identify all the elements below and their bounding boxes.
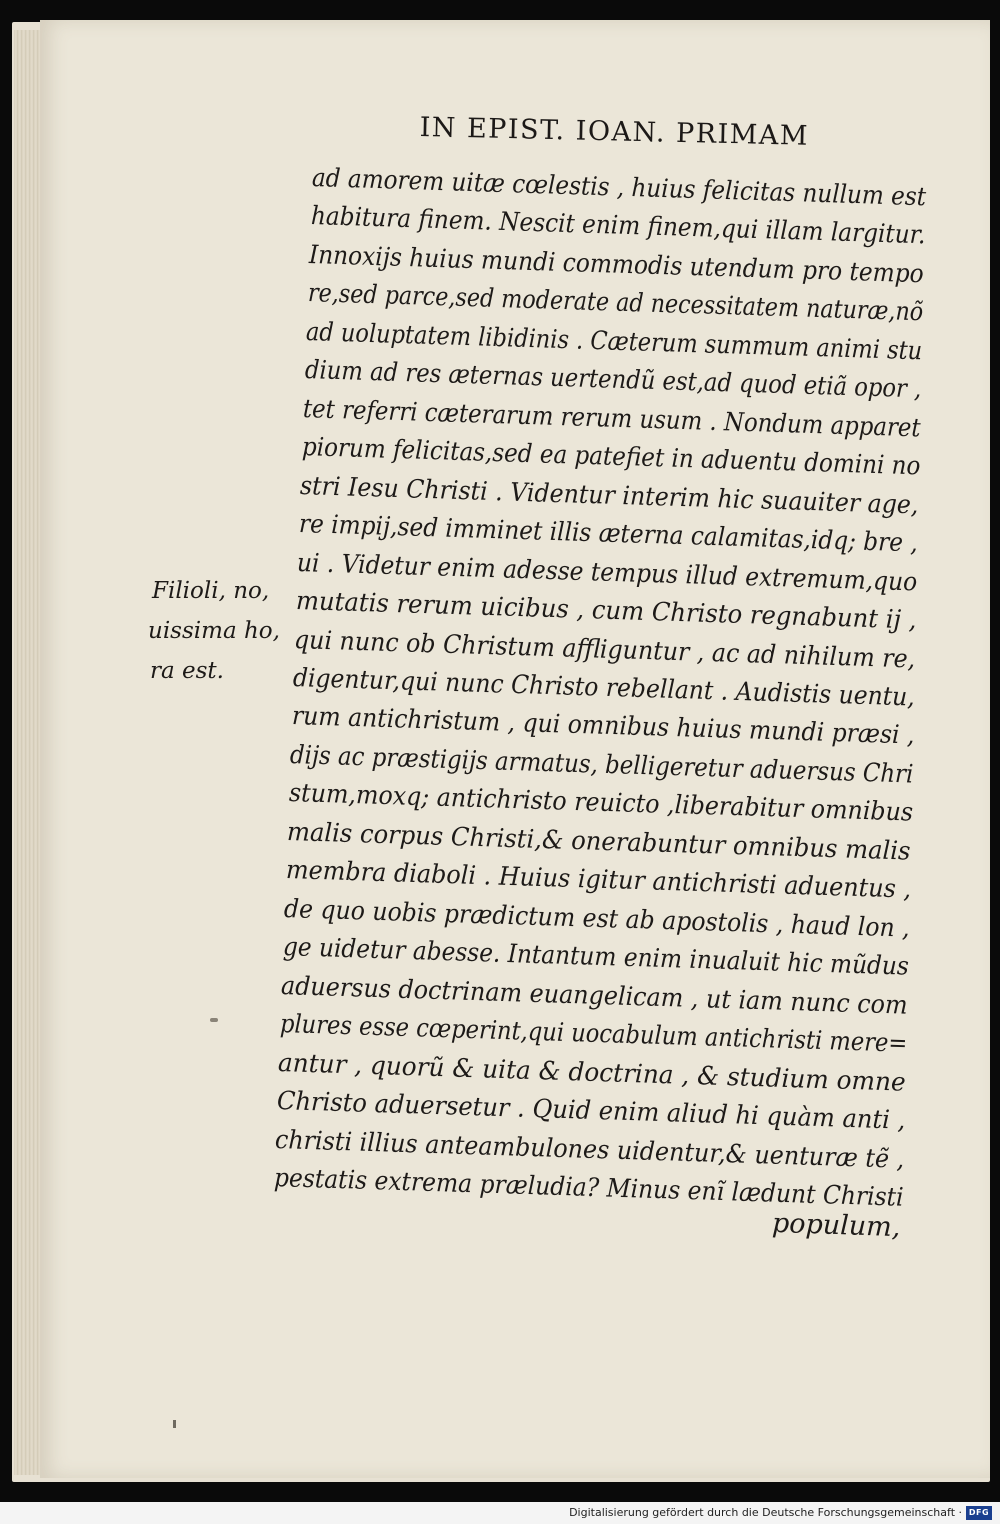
text-line: ui . Videtur enim adesse tempus illud extremum,quo <box>296 547 919 598</box>
text-line: ad amorem uitæ cœlestis , huius felicitas nullum est <box>311 163 927 213</box>
running-head: IN EPIST. IOAN. PRIMAM <box>419 112 810 152</box>
text-line: stum,moxq; antichristo reuicto ,liberabitur omnibus <box>288 778 914 828</box>
text-line: malis corpus Christi,& onerabuntur omnibus malis <box>286 816 912 867</box>
text-line: ge uidetur abesse. Intantum enim inualuit hic mũdus <box>282 932 910 982</box>
ink-speck <box>210 1018 218 1022</box>
text-line: pestatis extrema præludia? Minus enĩ lædunt Christi <box>273 1163 904 1213</box>
margin-note-line: ra est. <box>150 658 224 684</box>
text-line: mutatis rerum uicibus , cum Christo regnabunt ij , <box>295 586 917 636</box>
text-line: digentur,qui nunc Christo rebellant . Audistis uentu, <box>292 663 916 713</box>
footer-credit: Digitalisierung gefördert durch die Deutsche Forschungsgemeinschaft · <box>569 1506 962 1519</box>
text-line: ad uoluptatem libidinis . Cæterum summum animi stu <box>305 316 923 367</box>
text-line: Christo aduersetur . Quid enim aliud hi quàm anti , <box>276 1086 906 1136</box>
text-line: aduersus doctrinam euangelicam , ut iam nunc com <box>280 970 909 1021</box>
text-line: dium ad res æternas uertendũ est,ad quod etiã opor , <box>304 355 922 405</box>
ink-speck <box>173 1420 176 1428</box>
text-line: Innoxijs huius mundi commodis utendum pro tempo <box>308 239 925 290</box>
dfg-logo: DFG <box>966 1506 992 1520</box>
text-line: re impij,sed imminet illis æterna calamitas,idq; bre , <box>298 509 919 559</box>
text-line: membra diaboli . Huius igitur antichristi aduentus , <box>285 855 912 905</box>
text-line: habitura finem. Nescit enim finem,qui illam largitur. <box>310 201 926 251</box>
digitization-footer <box>0 1502 1000 1524</box>
text-line: plures esse cœperint,qui uocabulum antichristi mere= <box>279 1009 908 1059</box>
text-line: piorum felicitas,sed ea patefiet in aduentu domini no <box>301 432 921 482</box>
text-line: de quo uobis prædictum est ab apostolis , haud lon , <box>283 893 911 944</box>
text-line: qui nunc ob Christum affliguntur , ac ad nihilum re, <box>293 624 917 675</box>
catchword: populum, <box>771 1207 901 1244</box>
text-line: re,sed parce,sed moderate ad necessitatem naturæ,nõ <box>307 278 924 328</box>
text-line: tet referri cæterarum rerum usum . Nondum apparet <box>302 393 922 444</box>
text-line: rum antichristum , qui omnibus huius mundi præsi , <box>291 701 915 752</box>
text-line: christi illius anteambulones uidentur,& uenturæ tẽ , <box>274 1124 906 1175</box>
text-line: antur , quorũ & uita & doctrina , & studium omne <box>277 1047 907 1098</box>
margin-note-line: Filioli, no, <box>152 578 270 604</box>
margin-note-line: uissima ho, <box>148 618 280 644</box>
text-line: dijs ac præstigijs armatus, belligeretur aduersus Chri <box>289 739 914 790</box>
text-line: stri Iesu Christi . Videntur interim hic suauiter age, <box>299 470 920 521</box>
